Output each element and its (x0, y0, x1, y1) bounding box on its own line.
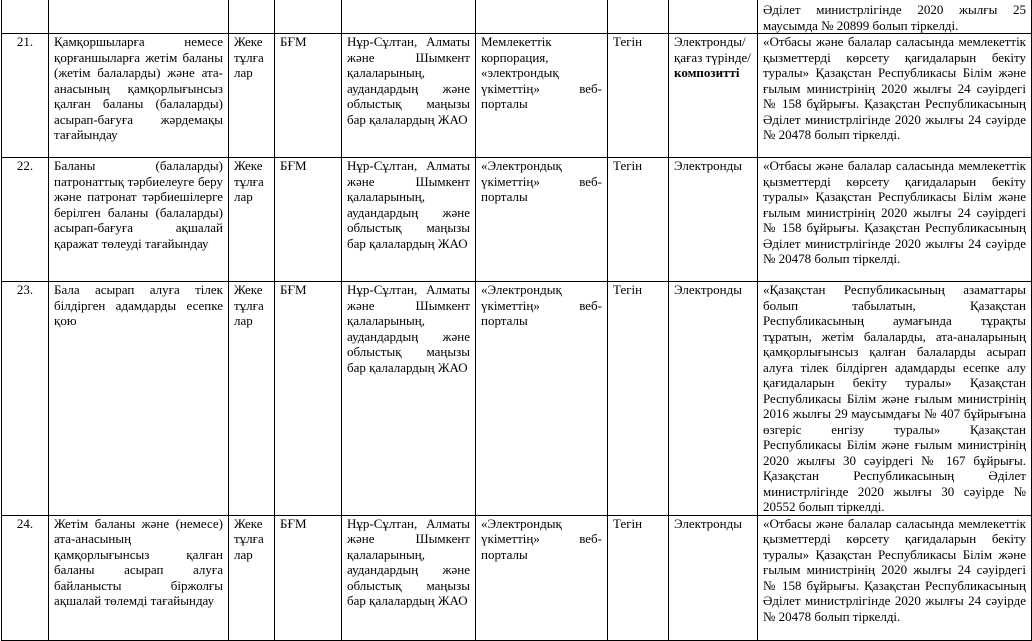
form: Электронды (669, 282, 758, 516)
ministry-cell (275, 0, 342, 34)
basis: «Отбасы және балалар саласында мемлекеттік қызметтерді көрсету қағидаларын бекіту туралы» Қазақстан Республикасы Білім және ғылым министрінің 2020 жылғы 24 сәуірдегі № 158 бұйрығы. Қазақстан Республикасының Әділет министрлігінде 2020 жылғы 24 сәуірде № 20478 болып тіркелді. (758, 515, 1032, 640)
portal: Мемлекеттік корпорация, «электрондық үкіметтің» веб-порталы (476, 34, 608, 158)
table-row (2, 158, 1032, 282)
form-plain: Электронды/ қағаз түрінде/ (674, 34, 751, 65)
table-row (2, 0, 1032, 34)
services-table (1, 0, 1032, 641)
fee: Тегін (608, 282, 669, 516)
form (669, 34, 758, 158)
service-cell (49, 0, 229, 34)
provider: Нұр-Сұлтан, Алматы және Шымкент қалаларының, аудандардың және облыстық маңызы бар қалалардың ЖАО (342, 282, 476, 516)
form: Электронды (669, 515, 758, 640)
ministry: БҒМ (275, 515, 342, 640)
basis: «Отбасы және балалар саласында мемлекеттік қызметтерді көрсету қағидаларын бекіту туралы» Қазақстан Республикасы Білім және ғылым министрінің 2020 жылғы 24 сәуірдегі № 158 бұйрығы. Қазақстан Республикасының Әділет министрлігінде 2020 жылғы 24 сәуірде № 20478 болып тіркелді. (758, 34, 1032, 158)
form-bold: композитті (674, 65, 740, 80)
provider: Нұр-Сұлтан, Алматы және Шымкент қалаларының, аудандардың және облыстық маңызы бар қалалардың ЖАО (342, 515, 476, 640)
form: Электронды (669, 158, 758, 282)
num-cell (2, 0, 49, 34)
provider-cell (342, 0, 476, 34)
table-row (2, 282, 1032, 516)
provider: Нұр-Сұлтан, Алматы және Шымкент қалаларының, аудандардың және облыстық маңызы бар қалалардың ЖАО (342, 158, 476, 282)
fee-cell (608, 0, 669, 34)
recipient: Жеке тұлғалар (229, 158, 275, 282)
portal: «Электрондық үкіметтің» веб-порталы (476, 282, 608, 516)
service-name: Қамқоршыларға немесе қорғаншыларға жетім баланы (жетім балаларды) және ата-анасының қамқорлығынсыз қалған баланы (балаларды) асырап-бағуға жәрдемақы тағайындау (49, 34, 229, 158)
basis-cell: Әділет министрлігінде 2020 жылғы 25 маусымда № 20899 болып тіркелді. (758, 0, 1032, 34)
service-name: Баланы (балаларды) патронаттық тәрбиелеуге беру және патронат тәрбиешілерге берілген баланы (балаларды) асырап-бағуға ақшалай қаражат төлеуді тағайындау (49, 158, 229, 282)
table-row (2, 34, 1032, 158)
row-number: 22. (2, 158, 49, 282)
row-number: 24. (2, 515, 49, 640)
service-name: Бала асырап алуға тілек білдірген адамдарды есепке қою (49, 282, 229, 516)
service-name: Жетім баланы және (немесе) ата-анасының қамқорлығынсыз қалған баланы асырап алуға байланысты біржолғы ақшалай төлемді тағайындау (49, 515, 229, 640)
fee: Тегін (608, 34, 669, 158)
ministry: БҒМ (275, 282, 342, 516)
ministry: БҒМ (275, 158, 342, 282)
ministry: БҒМ (275, 34, 342, 158)
fee: Тегін (608, 515, 669, 640)
row-number: 23. (2, 282, 49, 516)
portal: «Электрондық үкіметтің» веб-порталы (476, 158, 608, 282)
provider: Нұр-Сұлтан, Алматы және Шымкент қалаларының, аудандардың және облыстық маңызы бар қалалардың ЖАО (342, 34, 476, 158)
recipient: Жеке тұлғалар (229, 515, 275, 640)
portal: «Электрондық үкіметтің» веб-порталы (476, 515, 608, 640)
basis: «Қазақстан Республикасының азаматтары болып табылатын, Қазақстан Республикасының аумағында тұрақты тұратын, жетім балаларды, ата-аналарының қамқорлығынсыз қалған балаларды асырап алуға тілек білдірген адамдарды есепке алу қағидаларын бекіту туралы» Қазақстан Республикасы Білім және ғылым министрінің 2016 жылғы 29 маусымдағы № 407 бұйрығына өзгеріс енгізу туралы» Қазақстан Республикасы Білім және ғылым министрінің 2020 жылғы 30 сәуірдегі № 167 бұйрығы. Қазақстан Республикасының Әділет министрлігінде 2020 жылғы 30 сәуірде № 20552 болып тіркелді. (758, 282, 1032, 516)
basis: «Отбасы және балалар саласында мемлекеттік қызметтерді көрсету қағидаларын бекіту туралы» Қазақстан Республикасы Білім және ғылым министрінің 2020 жылғы 24 сәуірдегі № 158 бұйрығы. Қазақстан Республикасының Әділет министрлігінде 2020 жылғы 24 сәуірде № 20478 болып тіркелді. (758, 158, 1032, 282)
row-number: 21. (2, 34, 49, 158)
recipient: Жеке тұлғалар (229, 282, 275, 516)
recipient: Жеке тұлғалар (229, 34, 275, 158)
form-cell (669, 0, 758, 34)
fee: Тегін (608, 158, 669, 282)
portal-cell (476, 0, 608, 34)
table-row (2, 515, 1032, 640)
recipient-cell (229, 0, 275, 34)
